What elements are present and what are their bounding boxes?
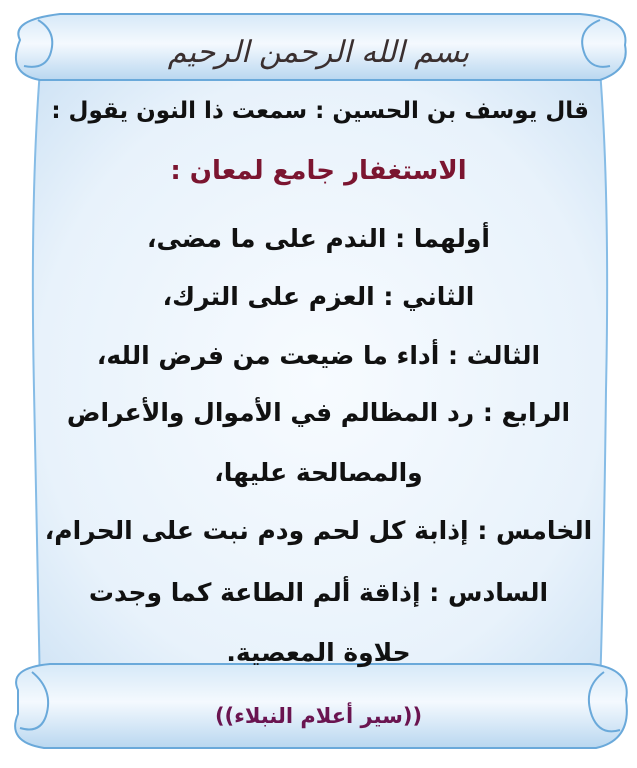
item-sixth: السادس : إذاقة ألم الطاعة كما وجدت bbox=[88, 578, 549, 607]
item-fourth: الرابع : رد المظالم في الأموال والأعراض bbox=[66, 398, 571, 427]
item-third: الثالث : أداء ما ضيعت من فرض الله، bbox=[96, 341, 541, 370]
source-citation: ((سير أعلام النبلاء)) bbox=[214, 704, 423, 728]
item-fifth: الخامس : إذابة كل لحم ودم نبت على الحرام، bbox=[44, 516, 593, 545]
heading-line: الاستغفار جامع لمعان : bbox=[170, 156, 467, 186]
item-first: أولهما : الندم على ما مضى، bbox=[147, 224, 490, 253]
item-sixth-continued: حلاوة المعصية. bbox=[226, 638, 411, 667]
item-fourth-continued: والمصالحة عليها، bbox=[214, 458, 423, 487]
intro-line: قال يوسف بن الحسين : سمعت ذا النون يقول : bbox=[51, 98, 589, 124]
item-second: الثاني : العزم على الترك، bbox=[162, 282, 475, 311]
bismillah-calligraphy: بسم الله الرحمن الرحيم bbox=[167, 34, 470, 70]
